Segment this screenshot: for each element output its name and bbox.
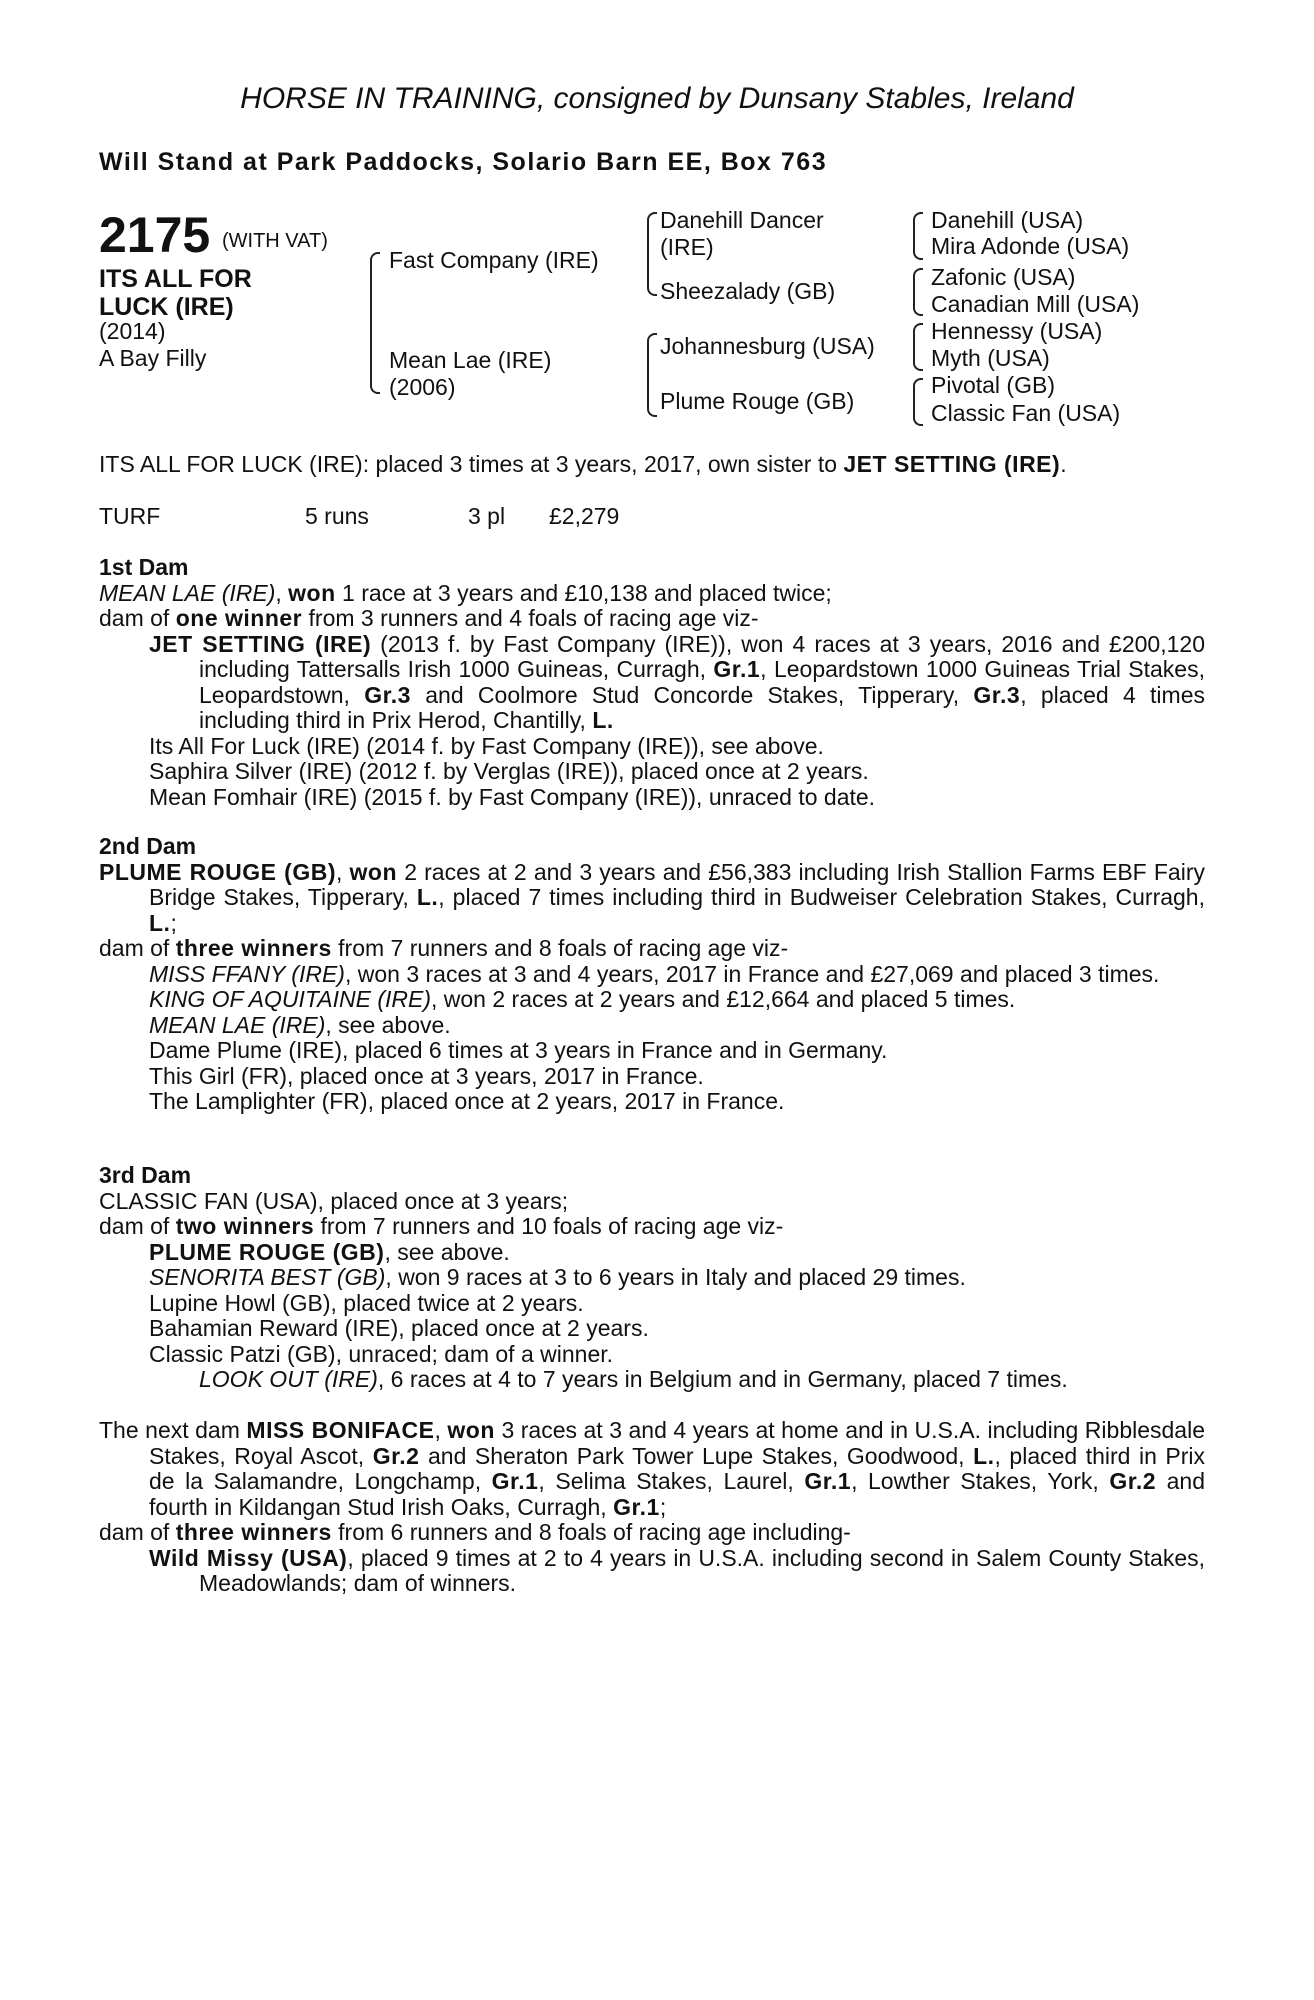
produce-entry: MISS FFANY (IRE), won 3 races at 3 and 4 years, 2017 in France and £27,069 and placed 3 times. — [149, 960, 1160, 987]
first-dam-line: MEAN LAE (IRE), won 1 race at 3 years and £10,138 and placed twice; — [99, 579, 832, 606]
produce-summary: dam of two winners from 7 runners and 10 foals of racing age viz- — [99, 1213, 784, 1239]
pedigree-brace — [647, 212, 657, 296]
third-dam-section — [99, 1163, 1205, 1393]
lot-number: 2175 — [99, 207, 211, 263]
pedigree-brace — [913, 378, 923, 426]
horse-description: A Bay Filly — [99, 345, 207, 371]
produce-entry: Mean Fomhair (IRE) (2015 f. by Fast Company (IRE)), unraced to date. — [149, 783, 876, 810]
pedigree-brace — [370, 252, 380, 394]
pedigree-brace — [913, 212, 923, 260]
third-dam-line: CLASSIC FAN (USA), placed once at 3 years; — [99, 1187, 569, 1214]
second-dam-section — [99, 834, 1205, 1115]
produce-summary: dam of one winner from 3 runners and 4 foals of racing age viz- — [99, 605, 759, 631]
first-dam-section — [99, 555, 1205, 810]
produce-entry: MEAN LAE (IRE), see above. — [149, 1011, 451, 1038]
produce-entry: LOOK OUT (IRE), 6 races at 4 to 7 years in Belgium and in Germany, placed 7 times. — [199, 1366, 1068, 1392]
produce-entry: Its All For Luck (IRE) (2014 f. by Fast Company (IRE)), see above. — [149, 732, 824, 759]
produce-entry: PLUME ROUGE (GB), see above. — [149, 1238, 510, 1265]
sire-sire — [660, 207, 824, 261]
produce-entry: JET SETTING (IRE) (2013 f. by Fast Company (IRE)), won 4 races at 3 years, 2016 and £200,120 including Tattersalls Irish 1000 Guineas, Curragh, Gr.1, Leopardstown 1000 Guineas Trial Stakes, Leopardstown, Gr.3 and Coolmore Stud Concorde Stakes, Tipperary, Gr.3, placed 4 times including third in Prix Herod, Chantilly, L. — [149, 630, 1205, 733]
dam-dam: Plume Rouge (GB) — [660, 388, 855, 414]
sire-sire-name: Danehill Dancer — [660, 207, 824, 233]
pedigree-g4: Canadian Mill (USA) — [931, 291, 1140, 317]
dam-year: (2006) — [389, 374, 456, 400]
page-title: HORSE IN TRAINING, consigned by Dunsany Stables, Ireland — [240, 82, 1074, 115]
produce-entry: SENORITA BEST (GB), won 9 races at 3 to 6 years in Italy and placed 29 times. — [149, 1264, 966, 1290]
pedigree-g6: Myth (USA) — [931, 345, 1050, 371]
produce-entry: The Lamplighter (FR), placed once at 2 years, 2017 in France. — [149, 1088, 785, 1114]
pedigree-g2: Mira Adonde (USA) — [931, 233, 1130, 259]
produce-entry: Lupine Howl (GB), placed twice at 2 years. — [149, 1289, 584, 1316]
vat-note: (WITH VAT) — [222, 230, 328, 252]
sire: Fast Company (IRE) — [389, 247, 599, 273]
dam — [389, 347, 551, 401]
produce-entry: Saphira Silver (IRE) (2012 f. by Verglas (IRE)), placed once at 2 years. — [149, 758, 869, 784]
turf-label: TURF — [99, 503, 161, 529]
pedigree-brace — [913, 323, 923, 371]
produce-entry: Classic Patzi (GB), unraced; dam of a winner. — [149, 1340, 614, 1367]
horse-name — [99, 265, 252, 321]
section-heading: 1st Dam — [99, 554, 189, 580]
turf-record — [99, 504, 1205, 530]
produce-entry: This Girl (FR), placed once at 3 years, 2017 in France. — [149, 1062, 704, 1089]
dam-name: Mean Lae (IRE) — [389, 347, 552, 373]
horse-name-line2: LUCK (IRE) — [99, 293, 234, 321]
produce-entry: Dame Plume (IRE), placed 6 times at 3 years in France and in Germany. — [149, 1037, 888, 1063]
pedigree-g5: Hennessy (USA) — [931, 318, 1103, 344]
sire-sire-origin: (IRE) — [660, 234, 714, 260]
pedigree-brace — [913, 268, 923, 316]
next-dam-line: The next dam MISS BONIFACE, won 3 races at 3 and 4 years at home and in U.S.A. including Ribblesdale Stakes, Royal Ascot, Gr.2 and Sheraton Park Tower Lupe Stakes, Goodwood, L., placed third in Prix de la Salamandre, Longchamp, Gr.1, Selima Stakes, Laurel, Gr.1, Lowther Stakes, York, Gr.2 and fourth in Kildangan Stud Irish Oaks, Curragh, Gr.1; — [99, 1417, 1206, 1520]
pedigree-g8: Classic Fan (USA) — [931, 400, 1121, 426]
produce-summary: dam of three winners from 6 runners and 8 foals of racing age including- — [99, 1519, 851, 1545]
pedigree-g3: Zafonic (USA) — [931, 264, 1076, 290]
dam-sire: Johannesburg (USA) — [660, 333, 875, 359]
race-summary: ITS ALL FOR LUCK (IRE): placed 3 times at 3 years, 2017, own sister to JET SETTING (IRE). — [99, 451, 1067, 477]
pedigree-g1: Danehill (USA) — [931, 207, 1084, 233]
turf-placed: 3 pl — [468, 503, 506, 529]
section-heading: 2nd Dam — [99, 833, 197, 859]
stand-location: Will Stand at Park Paddocks, Solario Barn EE, Box 763 — [99, 148, 828, 176]
turf-runs: 5 runs — [305, 503, 369, 529]
turf-earnings: £2,279 — [549, 503, 620, 529]
sire-dam: Sheezalady (GB) — [660, 278, 836, 304]
section-heading: 3rd Dam — [99, 1162, 192, 1188]
next-dam-section — [99, 1418, 1205, 1597]
pedigree-brace — [647, 333, 657, 417]
horse-name-line1: ITS ALL FOR — [99, 265, 252, 293]
produce-entry: Bahamian Reward (IRE), placed once at 2 years. — [149, 1315, 649, 1341]
horse-details — [99, 318, 206, 372]
produce-entry: Wild Missy (USA), placed 9 times at 2 to 4 years in U.S.A. including second in Salem County Stakes, Meadowlands; dam of winners. — [149, 1544, 1206, 1596]
pedigree-g7: Pivotal (GB) — [931, 372, 1055, 398]
produce-entry: KING OF AQUITAINE (IRE), won 2 races at 2 years and £12,664 and placed 5 times. — [149, 986, 1016, 1012]
produce-summary: dam of three winners from 7 runners and 8 foals of racing age viz- — [99, 935, 789, 961]
foaling-year: (2014) — [99, 318, 166, 344]
second-dam-line: PLUME ROUGE (GB), won 2 races at 2 and 3 years and £56,383 including Irish Stallion Farms EBF Fairy Bridge Stakes, Tipperary, L., placed 7 times including third in Budweiser Celebration Stakes, Curragh, L.; — [99, 858, 1205, 936]
